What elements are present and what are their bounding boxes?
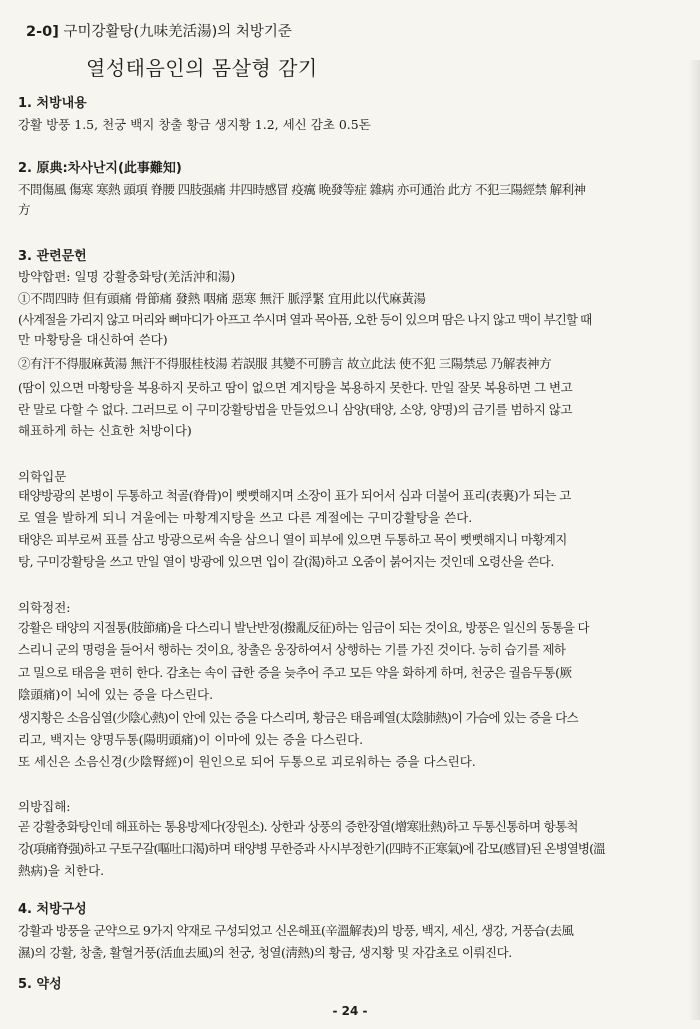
header-number: 2-0] [26, 24, 59, 40]
section-5-line: 스리니 군의 명령을 들어서 행하는 것이요, 창출은 웅장하여서 상행하는 기를 가진 것이다. 능히 습기를 제하 [18, 642, 566, 657]
section-5-line: 또 세신은 소음신경(少陰腎經)이 원인으로 되어 두통으로 괴로워하는 증을 다스린다. [18, 754, 476, 769]
header-text: 구미강활탕(九味羌活湯)의 처방기준 [63, 24, 292, 40]
section-heading-3: 3. 관련문헌 [18, 249, 87, 264]
section-7-line: 濕)의 강활, 창출, 활혈거풍(活血去風)의 천궁, 청열(淸熱)의 황금, 생지황 및 자감초로 이뤄진다. [18, 945, 512, 960]
section-5-line: 陰頭痛)이 뇌에 있는 증을 다스린다. [18, 687, 214, 702]
section-5-line: 고 밀으로 태음을 편히 한다. 감초는 속이 급한 증을 늦추어 주고 모든 약을 화하게 하며, 천궁은 궐음두통(厥 [18, 665, 572, 680]
section-3-line: (사계절을 가리지 않고 머리와 뼈마디가 아프고 쑤시며 열과 목아픔, 오한 등이 있으며 땀은 나지 않고 맥이 부긴할 때 [18, 312, 592, 327]
page-header [26, 20, 292, 41]
section-3-line: (땀이 있으면 마황탕을 복용하지 못하고 땀이 없으면 계지탕을 복용하지 못한다. 만일 잘못 복용하면 그 변고 [18, 380, 573, 395]
page-title: 열성태음인의 몸살형 감기 [86, 56, 318, 80]
section-heading-euihak-jeongjeon: 의학정전: [18, 600, 71, 615]
section-6-line: 곧 강활충화탕인데 해표하는 통용방제다(장원소). 상한과 상풍의 증한장열(增寒壯熱)하고 두통신통하며 항통척 [18, 819, 578, 834]
section-heading-euibang-jiphae: 의방집해: [18, 799, 71, 814]
section-3-line: 해표하게 하는 신효한 처방이다) [18, 423, 192, 438]
section-3-line: 란 말로 다할 수 없다. 그러므로 이 구미강활탕법을 만들었으니 삼양(태양, 소양, 양명)의 금기를 범하지 않고 [18, 402, 572, 417]
section-4-line: 탕, 구미강활탕을 쓰고 만일 열이 방광에 있으면 입이 갈(渴)하고 오줌이 붉어지는 것인데 오령산을 쓴다. [18, 554, 554, 569]
section-5-line: 생지황은 소음심열(少陰心熱)이 안에 있는 증을 다스리며, 황금은 태음폐열(太陰肺熱)이 가슴에 있는 증을 다스 [18, 710, 578, 725]
section-heading-1: 1. 처방내용 [18, 96, 87, 111]
section-3-line: ①不問四時 但有頭痛 骨節痛 發熱 咽痛 惡寒 無汗 脈浮緊 宜用此以代麻黃湯 [18, 291, 426, 306]
section-7-line: 강활과 방풍을 군약으로 9가지 약재로 구성되었고 신온해표(辛溫解表)의 방풍, 백지, 세신, 생강, 거풍습(去風 [18, 923, 574, 938]
section-2-line: 方 [18, 202, 31, 217]
section-4-line: 로 열을 발하게 되니 겨울에는 마황계지탕을 쓰고 다른 계절에는 구미강활탕을 쓴다. [18, 510, 473, 525]
section-5-line: 강활은 태양의 지절통(肢節痛)을 다스리니 발난반정(撥亂反征)하는 임금이 되는 것이요, 방풍은 일신의 동통을 다 [18, 620, 589, 635]
section-heading-euihak-ipmun: 의학입문 [18, 469, 67, 484]
section-4-line: 태양은 피부로써 표를 삼고 방광으로써 속을 삼으니 열이 피부에 있으면 두통하고 목이 뻣뻣해지니 마황계지 [18, 532, 567, 547]
section-2-line: 不問傷風 傷寒 寒熱 頭項 脊腰 四肢强痛 井四時感冒 疫癘 晩發等症 雜病 亦可通治 此方 不犯三陽經禁 解利神 [18, 182, 586, 197]
section-3-line: 방약합편: 일명 강활충화탕(羌活沖和湯) [18, 269, 236, 284]
section-heading-5: 5. 약성 [18, 977, 62, 992]
section-5-line: 리고, 백지는 양명두통(陽明頭痛)이 이마에 있는 증을 다스린다. [18, 732, 364, 747]
section-3-line: ②有汗不得服麻黃湯 無汗不得服桂枝湯 若誤服 其變不可勝言 故立此法 使不犯 三陽禁忌 乃解表神方 [18, 356, 552, 371]
section-3-line: 만 마황탕을 대신하여 쓴다) [18, 332, 168, 347]
section-6-line: 강(項痛脊强)하고 구토구갈(嘔吐口渴)하며 태양병 무한증과 사시부정한기(四時不正寒氣)에 감모(感冒)된 온병열병(溫 [18, 841, 605, 856]
section-heading-4: 4. 처방구성 [18, 902, 87, 917]
section-heading-2: 2. 原典:차사난지(此事難知) [18, 161, 182, 176]
page-edge-shadow [688, 60, 700, 1020]
section-1-line: 강활 방풍 1.5, 천궁 백지 창출 황금 생지황 1.2, 세신 감초 0.5돈 [18, 117, 371, 132]
page-number: - 24 - [332, 1004, 368, 1018]
section-4-line: 태양방광의 본병이 두통하고 척골(脊骨)이 뻣뻣해지며 소장이 표가 되어서 심과 더불어 표리(表裏)가 되는 고 [18, 488, 571, 503]
section-6-line: 熱病)을 치한다. [18, 863, 105, 878]
